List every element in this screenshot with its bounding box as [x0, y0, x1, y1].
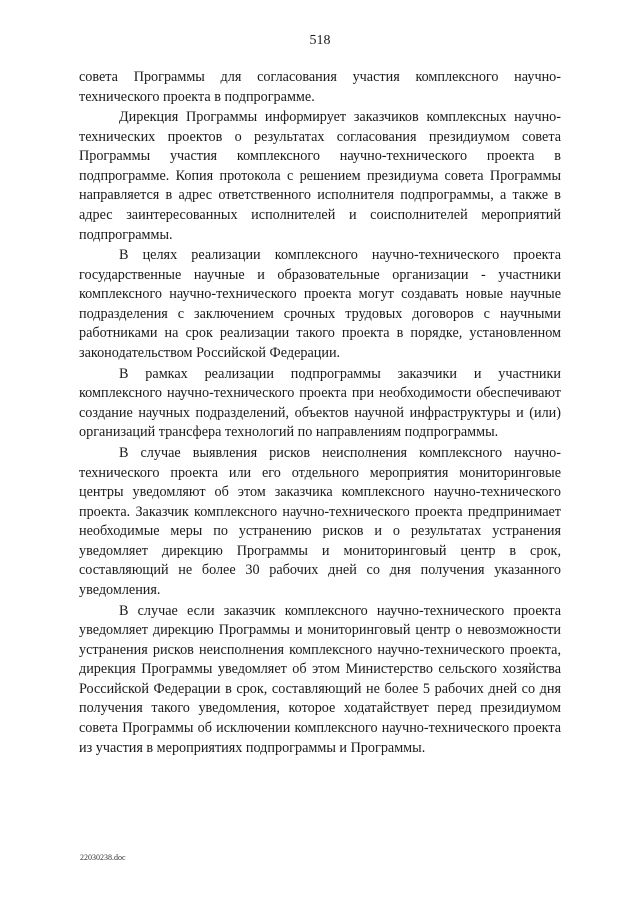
- paragraph-risk-impossibility: В случае если заказчик комплексного научно-технического проекта уведомляет дирекцию Программы и мониторинговый центр о невозможности устранения рисков неисполнения комплексного научно-технического проекта, дирекция Программы уведомляет об этом Министерство сельского хозяйства Российской Федерации в срок, составляющий не более 5 рабочих дней со дня получения такого уведомления, которое ходатайствует перед президиумом совета Программы об исключении комплексного научно-технического проекта из участия в мероприятиях подпрограммы и Программы.: [79, 602, 561, 756]
- paragraph-new-scientific-units: В целях реализации комплексного научно-технического проекта государственные научные и образовательные организации - участники комплексного научно-технического проекта могут создавать новые научные подразделения с заключением срочных трудовых договоров с научными работниками на срок реализации такого проекта в порядке, установленном законодательством Российской Федерации.: [79, 247, 561, 362]
- file-code-footer: 22030238.doc: [80, 853, 126, 862]
- paragraph-infrastructure: В рамках реализации подпрограммы заказчики и участники комплексного научно-технического проекта при необходимости обеспечивают создание научных подразделений, объектов научной инфраструктуры и (или) организаций трансфера технологий по направлениям подпрограммы.: [79, 365, 561, 441]
- paragraph-risk-detection: В случае выявления рисков неисполнения комплексного научно-технического проекта или его отдельного мероприятия мониторинговые центры уведомляют об этом заказчика комплексного научно-технического проекта. Заказчик комплексного научно-технического проекта предпринимает необходимые меры по устранению рисков и о результатах устранения уведомляет дирекцию Программы и мониторинговый центр в срок, составляющий не более 30 рабочих дней со дня получения указанного уведомления.: [79, 445, 561, 598]
- page-number: 518: [309, 33, 331, 48]
- paragraph-directorate-notification: Дирекция Программы информирует заказчиков комплексных научно-технических проектов о результатах согласования президиумом совета Программы участия комплексного научно-технического проекта в подпрограмме. Копия протокола с решением президиума совета Программы направляется в адрес ответственного исполнителя подпрограммы, а также в адрес заинтересованных исполнителей и соисполнителей мероприятий подпрограммы.: [79, 109, 561, 243]
- document-body: [79, 68, 561, 758]
- paragraph-continuation: совета Программы для согласования участия комплексного научно-технического проекта в подпрограмме.: [79, 69, 561, 105]
